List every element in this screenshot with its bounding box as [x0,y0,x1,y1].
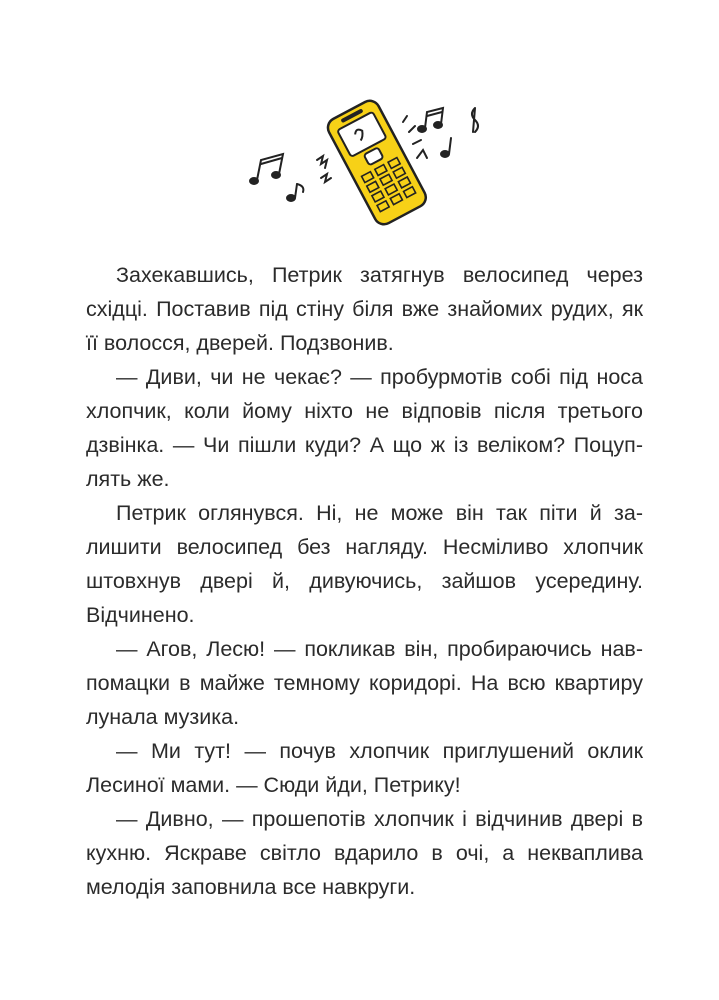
paragraph: — Агов, Лесю! — покликав він, пробираючись навпомацки в майже темному коридорі. На всю квартиру лунала музика. [86,637,643,729]
music-notes-right-icon [418,108,478,157]
vibration-lines-left [317,156,331,182]
story-text [86,258,643,904]
ringing-phone-icon [235,88,495,233]
paragraph: Петрик оглянувся. Ні, не може він так піти й залишити велосипед без нагляду. Несміливо хлопчик штовхнув двері й, дивуючись, зайшов усередину. Відчинено. [86,501,643,627]
vibration-lines-right [403,116,427,158]
paragraph: — Дивно, — прошепотів хлопчик і відчинив двері в кухню. Яскраве світло вдарило в очі, а некваплива мелодія заповнила все навкруги. [86,807,643,899]
mobile-phone [324,97,429,227]
phone-illustration [235,88,495,233]
music-notes-left-icon [250,154,303,201]
paragraph: Захекавшись, Петрик затягнув велосипед через східці. Поставив під стіну біля вже знайомих рудих, як її волосся, дверей. Подзвонив. [86,263,643,355]
paragraph: — Диви, чи не чекає? — пробурмотів собі під носа хлопчик, коли йому ніхто не відповів після третього дзвінка. — Чи пішли куди? А що ж із веліком? Поцуплять же. [86,365,643,491]
paragraph: — Ми тут! — почув хлопчик приглушений оклик Лесиної мами. — Сюди йди, Петрику! [86,739,643,797]
